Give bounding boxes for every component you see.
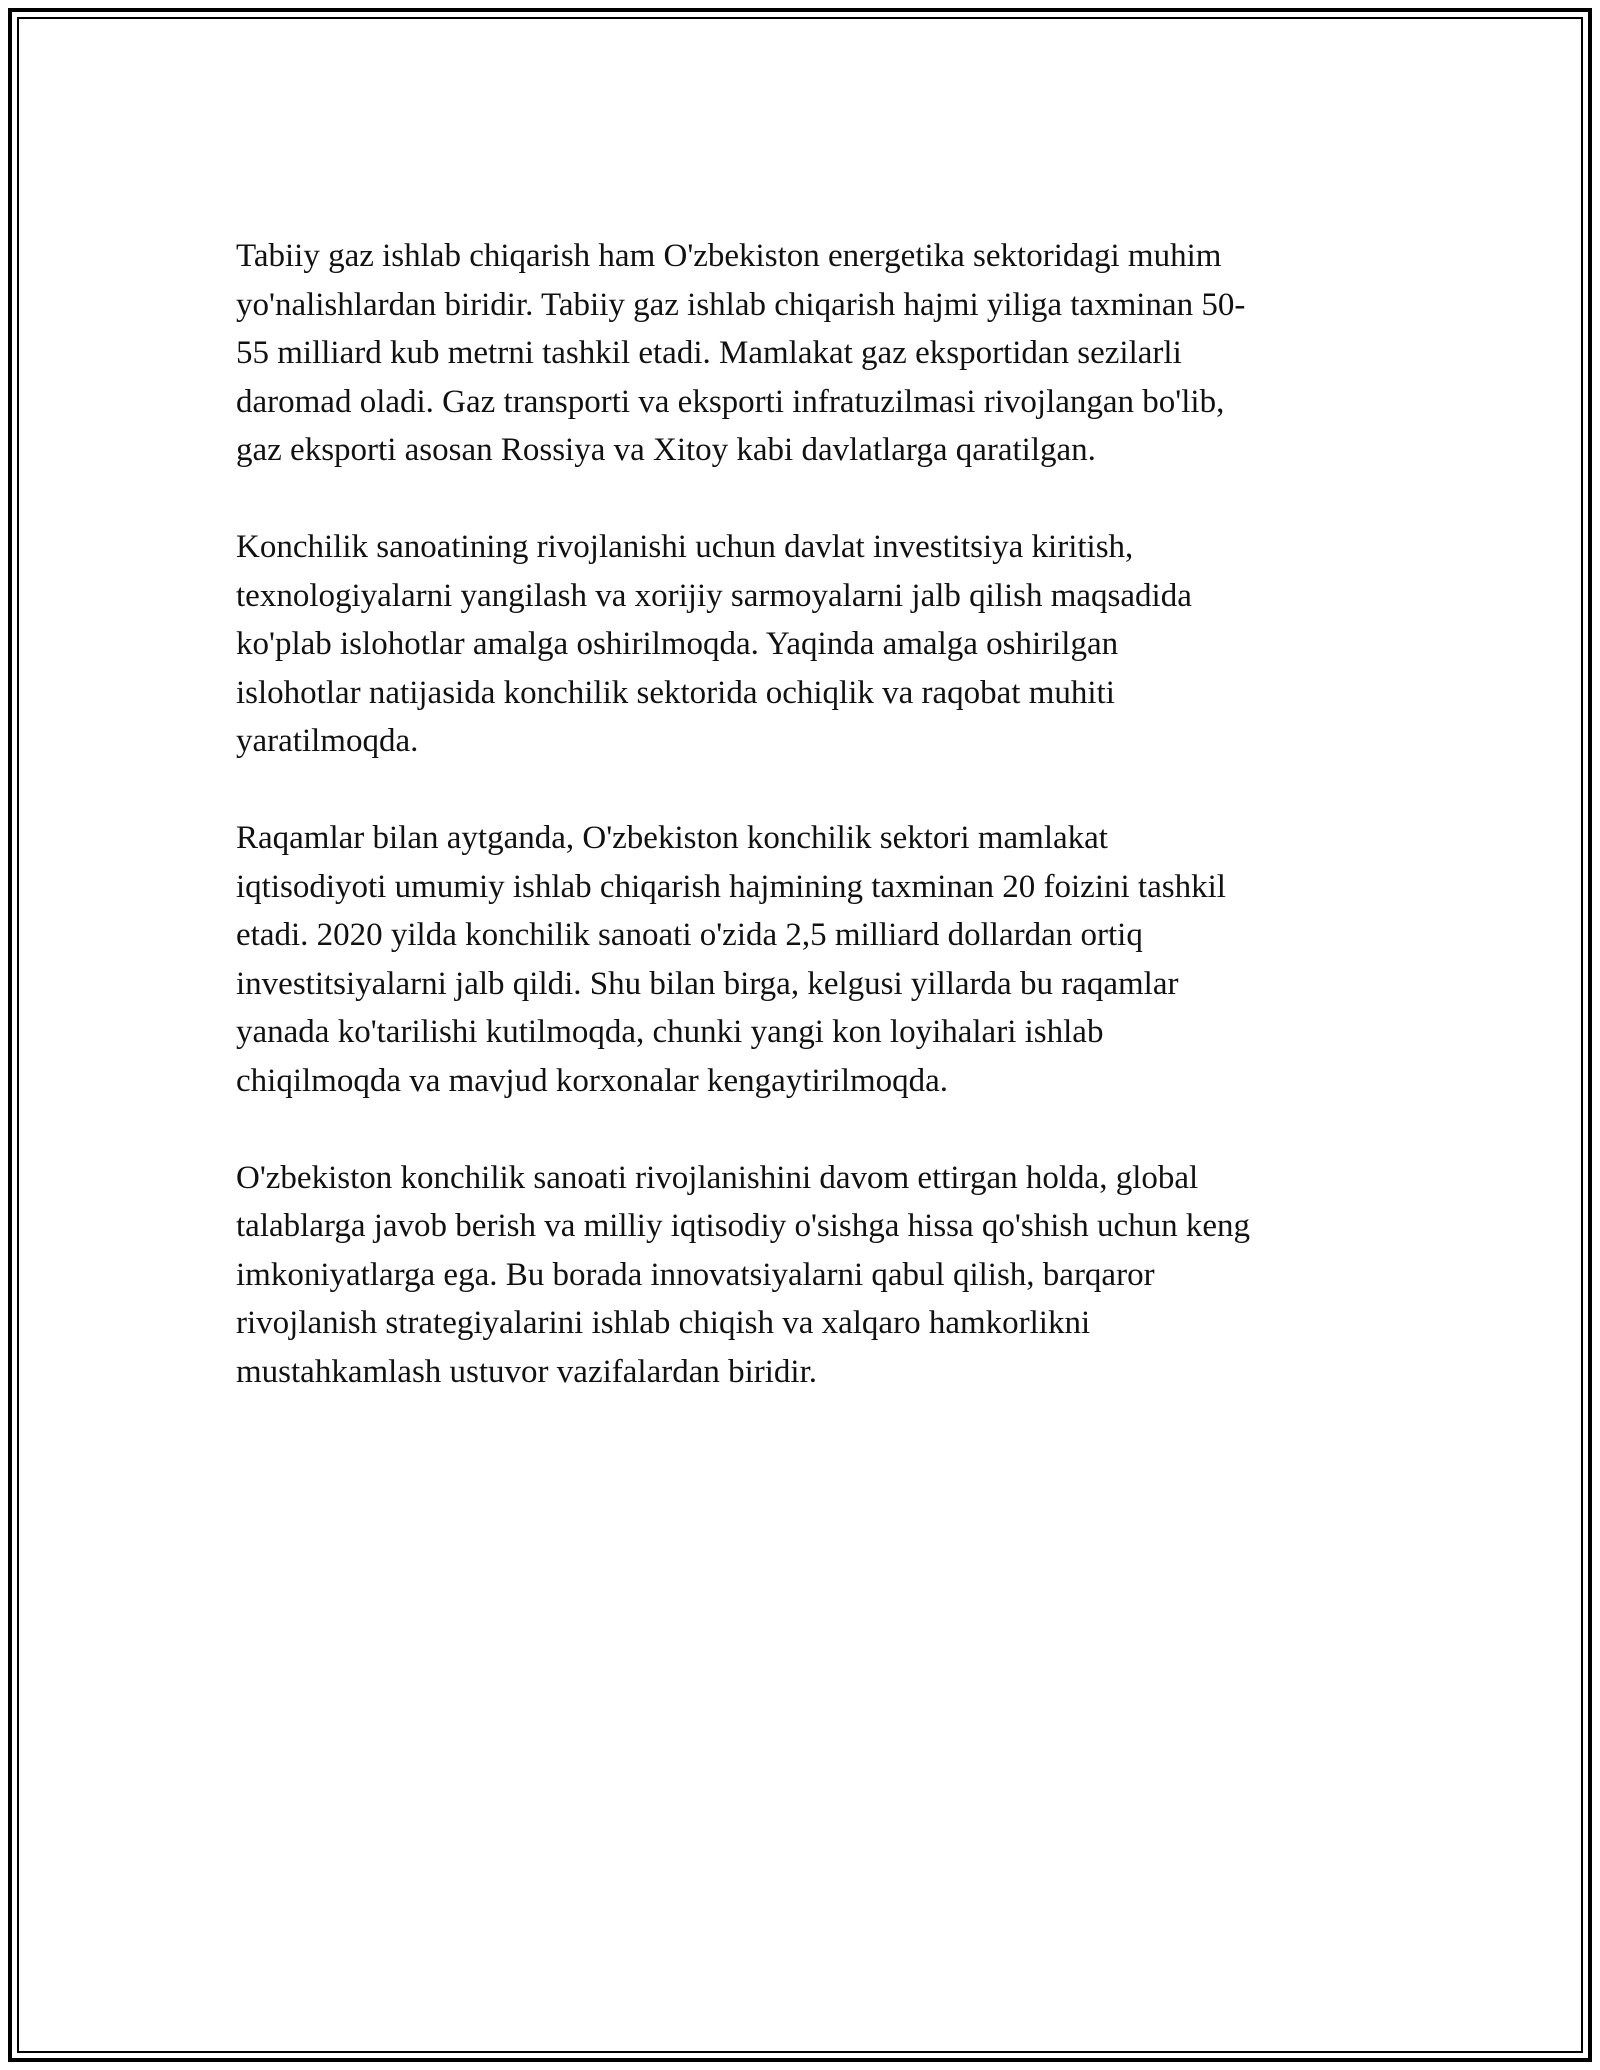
paragraph-outlook	[236, 1154, 1376, 1397]
text-line: investitsiyalarni jalb qildi. Shu bilan birga, kelgusi yillarda bu raqamlar	[236, 965, 1179, 1002]
text-line: chiqilmoqda va mavjud korxonalar kengaytirilmoqda.	[236, 1062, 949, 1099]
text-line: texnologiyalarni yangilash va xorijiy sarmoyalarni jalb qilish maqsadida	[236, 577, 1192, 614]
text-line: Konchilik sanoatining rivojlanishi uchun davlat investitsiya kiritish,	[236, 529, 1134, 565]
text-line: daromad oladi. Gaz transporti va eksporti infratuzilmasi rivojlangan bo'lib,	[236, 383, 1225, 420]
text-line: ko'plab islohotlar amalga oshirilmoqda. Yaqinda amalga oshirilgan	[236, 626, 1119, 662]
text-line: talablarga javob berish va milliy iqtisodiy o'sishga hissa qo'shish uchun keng	[236, 1208, 1250, 1244]
text-line: yaratilmoqda.	[236, 723, 419, 759]
text-line: 55 milliard kub metrni tashkil etadi. Mamlakat gaz eksportidan sezilarli	[236, 335, 1182, 371]
text-line: Tabiiy gaz ishlab chiqarish ham O'zbekiston energetika sektoridagi muhim	[236, 238, 1222, 274]
text-line: etadi. 2020 yilda konchilik sanoati o'zida 2,5 milliard dollardan ortiq	[236, 917, 1143, 953]
paragraph-statistics	[236, 814, 1376, 1105]
text-line: iqtisodiyoti umumiy ishlab chiqarish hajmining taxminan 20 foizini tashkil	[236, 868, 1226, 905]
text-line: gaz eksporti asosan Rossiya va Xitoy kabi davlatlarga qaratilgan.	[236, 432, 1096, 468]
paragraph-reforms	[236, 523, 1376, 766]
document-body	[236, 232, 1376, 1445]
text-line: mustahkamlash ustuvor vazifalardan biridir.	[236, 1353, 818, 1390]
text-line: rivojlanish strategiyalarini ishlab chiqish va xalqaro hamkorlikni	[236, 1305, 1091, 1341]
text-line: Raqamlar bilan aytganda, O'zbekiston konchilik sektori mamlakat	[236, 820, 1108, 856]
text-line: imkoniyatlarga ega. Bu borada innovatsiyalarni qabul qilish, barqaror	[236, 1256, 1155, 1293]
paragraph-natural-gas	[236, 232, 1376, 475]
text-line: islohotlar natijasida konchilik sektorida ochiqlik va raqobat muhiti	[236, 674, 1115, 711]
text-line: yanada ko'tarilishi kutilmoqda, chunki yangi kon loyihalari ishlab	[236, 1014, 1104, 1050]
text-line: yo'nalishlardan biridir. Tabiiy gaz ishlab chiqarish hajmi yiliga taxminan 50-	[236, 286, 1246, 323]
text-line: O'zbekiston konchilik sanoati rivojlanishini davom ettirgan holda, global	[236, 1159, 1199, 1196]
